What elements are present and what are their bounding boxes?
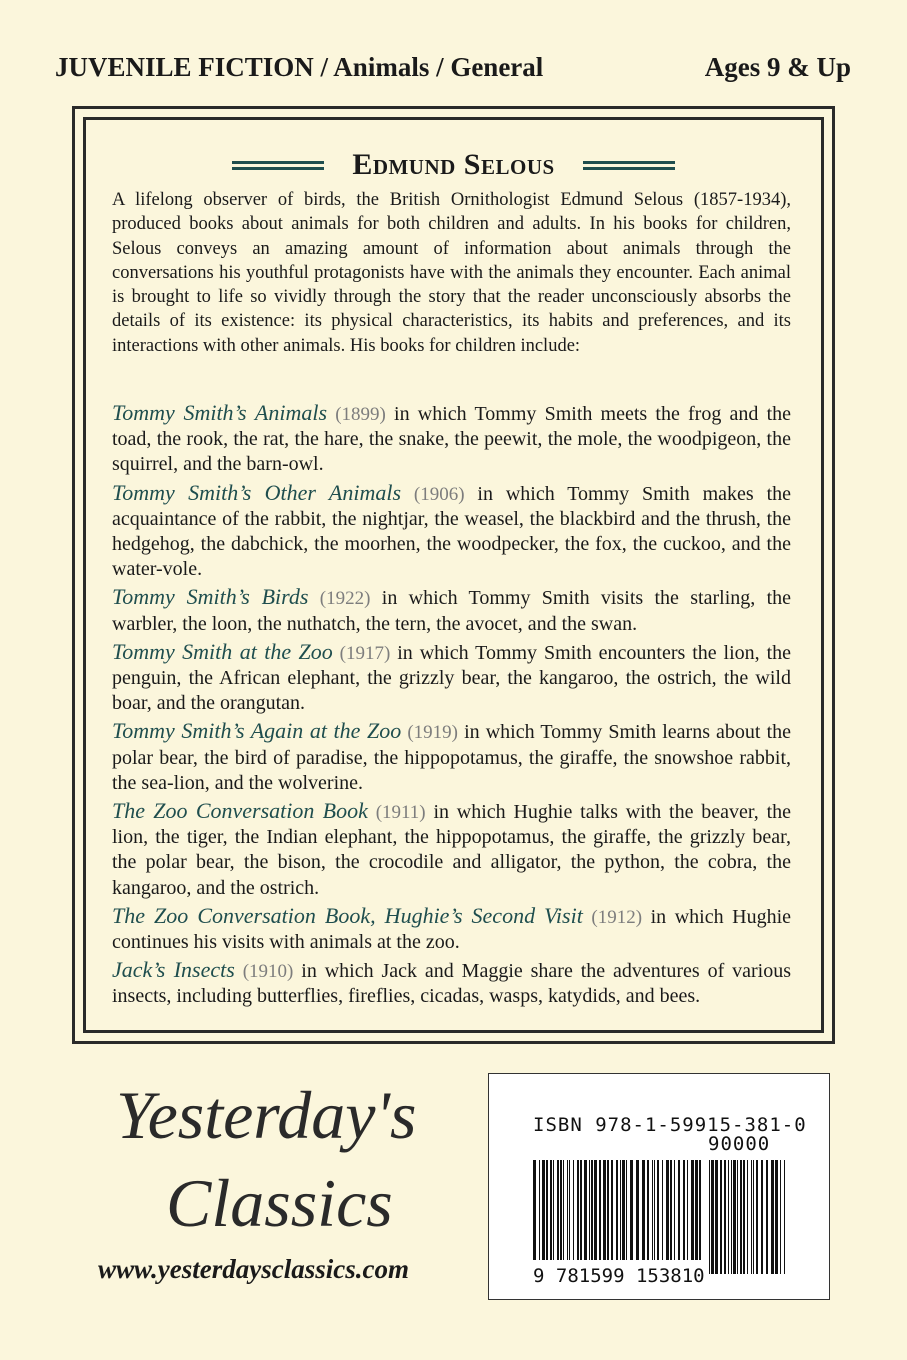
barcode-bar xyxy=(699,1160,701,1260)
book-year: (1906) xyxy=(413,483,465,505)
barcode-bar xyxy=(546,1160,548,1260)
barcode-bar xyxy=(711,1160,714,1274)
author-box xyxy=(72,106,835,1044)
barcode-bar xyxy=(691,1160,694,1260)
book-description: in which Jack and Maggie share the adventures of various insects, including butterflies, fireflies, cicadas, wasps, katydids, and bees. xyxy=(112,960,791,1008)
book-entry xyxy=(112,639,791,717)
barcode-bar xyxy=(731,1160,732,1274)
book-description: in which Hughie talks with the beaver, the lion, the tiger, the Indian elephant, the hippopotamus, the giraffe, the grizzly bear, the polar bear, the bison, the crocodile and alligator, the python, the cobra, the kangaroo, and the ostrich. xyxy=(112,801,792,899)
addon-barcode-bars xyxy=(709,1160,785,1274)
book-description: in which Tommy Smith makes the acquaintance of the rabbit, the nightjar, the weasel, the blackbird and the thrush, the hedgehog, the dabchick, the moorhen, the woodpecker, the fox, the cuckoo, and the water-vole. xyxy=(112,482,792,581)
book-title: Tommy Smith’s Birds xyxy=(112,584,309,610)
book-title: Tommy Smith at the Zoo xyxy=(112,638,333,664)
barcode-bar xyxy=(709,1160,710,1274)
barcode-bar xyxy=(740,1160,742,1274)
barcode-bar xyxy=(567,1160,568,1260)
title-rule-right xyxy=(583,161,675,170)
barcode-bar xyxy=(560,1160,562,1260)
barcode-bar xyxy=(647,1160,649,1260)
barcode-bar xyxy=(756,1160,758,1274)
barcode-bar xyxy=(591,1160,593,1260)
barcode-bar xyxy=(662,1160,663,1260)
barcode-bar xyxy=(666,1160,669,1260)
book-year: (1899) xyxy=(335,404,386,425)
barcode-bar xyxy=(753,1160,754,1274)
book-title: The Zoo Conversation Book, Hughie’s Second Visit xyxy=(112,902,583,928)
book-entry xyxy=(112,798,791,901)
barcode-bar xyxy=(550,1160,552,1260)
barcode-bar xyxy=(657,1160,659,1260)
publisher-url[interactable]: www.yesterdaysclassics.com xyxy=(98,1254,409,1284)
barcode-bar xyxy=(607,1160,609,1260)
book-title: Tommy Smith’s Again at the Zoo xyxy=(112,718,402,744)
barcode-bar xyxy=(775,1160,778,1274)
barcode-bar xyxy=(611,1160,613,1260)
barcode-bar xyxy=(747,1160,748,1274)
barcode-bar xyxy=(542,1160,545,1260)
barcode-bar xyxy=(589,1160,590,1260)
barcode-bar xyxy=(539,1160,540,1260)
barcode-bar xyxy=(761,1160,763,1274)
book-description: in which Tommy Smith learns about the polar bear, the bird of paradise, the hippopotamus, the giraffe, the snowshoe rabbit, the sea-lion, and the wolverine. xyxy=(112,721,792,794)
barcode-bar xyxy=(577,1160,579,1260)
barcode-bar xyxy=(580,1160,582,1260)
barcode-bar xyxy=(737,1160,738,1274)
book-title: The Zoo Conversation Book xyxy=(112,798,368,824)
barcode-bar xyxy=(743,1160,745,1274)
barcode-bar xyxy=(780,1160,781,1274)
barcode-bar xyxy=(584,1160,587,1260)
barcode-bar xyxy=(683,1160,685,1260)
book-list xyxy=(112,400,791,1012)
barcode-bar xyxy=(733,1160,736,1274)
book-description: in which Tommy Smith visits the starling, the warbler, the loon, the nuthatch, the tern, the avocet, and the swan. xyxy=(112,587,792,635)
barcode-bar xyxy=(654,1160,655,1260)
book-entry xyxy=(112,718,791,796)
barcode-bar xyxy=(630,1160,633,1260)
barcode-bar xyxy=(636,1160,639,1260)
book-title: Jack’s Insects xyxy=(112,957,235,983)
barcode-box xyxy=(488,1073,830,1300)
book-year: (1912) xyxy=(591,906,643,928)
author-title: Edmund Selous xyxy=(352,148,555,181)
publisher-logo-line1: Yesterday's xyxy=(116,1077,417,1153)
author-title-row xyxy=(86,148,821,182)
price-code: 90000 xyxy=(708,1133,771,1155)
author-box-inner xyxy=(83,117,824,1033)
title-rule-left xyxy=(232,161,324,170)
isbn-label: ISBN 978-1-59915-381-0 xyxy=(533,1114,807,1136)
barcode-bar xyxy=(728,1160,729,1274)
barcode-bar xyxy=(751,1160,752,1274)
barcode-bar xyxy=(724,1160,726,1274)
book-entry xyxy=(112,903,791,955)
barcode-bar xyxy=(603,1160,606,1260)
category-header xyxy=(55,52,851,83)
barcode-bar xyxy=(594,1160,597,1260)
barcode-bar xyxy=(557,1160,559,1260)
book-entry xyxy=(112,584,791,636)
book-year: (1910) xyxy=(242,961,294,983)
barcode-bar xyxy=(678,1160,680,1260)
barcode-bar xyxy=(784,1160,785,1274)
barcode-bar xyxy=(652,1160,653,1260)
book-entry xyxy=(112,400,791,478)
book-year: (1911) xyxy=(375,802,426,824)
publisher-logo-line2: Classics xyxy=(166,1165,393,1241)
book-description: in which Tommy Smith meets the frog and the toad, the rook, the rat, the hare, the snake, the peewit, the mole, the woodpigeon, the squirrel, and the barn-owl. xyxy=(112,403,792,476)
book-title: Tommy Smith’s Animals xyxy=(112,400,327,425)
barcode-bar xyxy=(622,1160,625,1260)
barcode-bar xyxy=(695,1160,698,1260)
barcode-bar xyxy=(642,1160,645,1260)
ean-barcode-bars xyxy=(533,1160,701,1260)
book-year: (1919) xyxy=(407,722,458,744)
category-label: JUVENILE FICTION / Animals / General xyxy=(55,52,544,82)
book-description: in which Hughie continues his visits with animals at the zoo. xyxy=(112,905,792,954)
barcode-bar xyxy=(533,1160,536,1260)
barcode-bar xyxy=(620,1160,621,1260)
book-title: Tommy Smith’s Other Animals xyxy=(112,479,402,505)
barcode-bar xyxy=(616,1160,618,1260)
barcode-graphic xyxy=(489,1074,831,1301)
book-year: (1922) xyxy=(319,588,371,610)
barcode-bar xyxy=(720,1160,722,1274)
barcode-bar xyxy=(670,1160,672,1260)
book-description: in which Tommy Smith encounters the lion, the penguin, the African elephant, the grizzly bear, the kangaroo, the ostrich, the wild boar, and the orangutan. xyxy=(112,641,792,715)
ean-digits: 9 781599 153810 xyxy=(533,1265,705,1287)
publisher-logo xyxy=(108,1066,438,1246)
barcode-bar xyxy=(573,1160,574,1260)
barcode-bar xyxy=(563,1160,564,1260)
barcode-bar xyxy=(674,1160,675,1260)
author-intro: A lifelong observer of birds, the British Ornithologist Edmund Selous (1857-1934), produced books about animals for both children and adults. In his books for children, Selous conveys an amazing amount of information about animals through the conversations his youthful protagonists have with the animals they encounter. Each animal is brought to life so vividly through the story that the reader unconsciously absorbs the details of its existence: its physical characteristics, its habits and preferences, and its interactions with other animals. His books for children include: xyxy=(112,190,791,356)
age-range-label: Ages 9 & Up xyxy=(704,52,851,82)
barcode-bar xyxy=(626,1160,627,1260)
book-year: (1917) xyxy=(339,642,391,664)
barcode-bar xyxy=(599,1160,601,1260)
barcode-bar xyxy=(766,1160,768,1274)
book-entry xyxy=(112,957,791,1009)
barcode-bar xyxy=(687,1160,688,1260)
book-entry xyxy=(112,480,791,583)
barcode-bar xyxy=(569,1160,570,1260)
barcode-bar xyxy=(553,1160,554,1260)
barcode-bar xyxy=(771,1160,774,1274)
barcode-bar xyxy=(715,1160,718,1274)
